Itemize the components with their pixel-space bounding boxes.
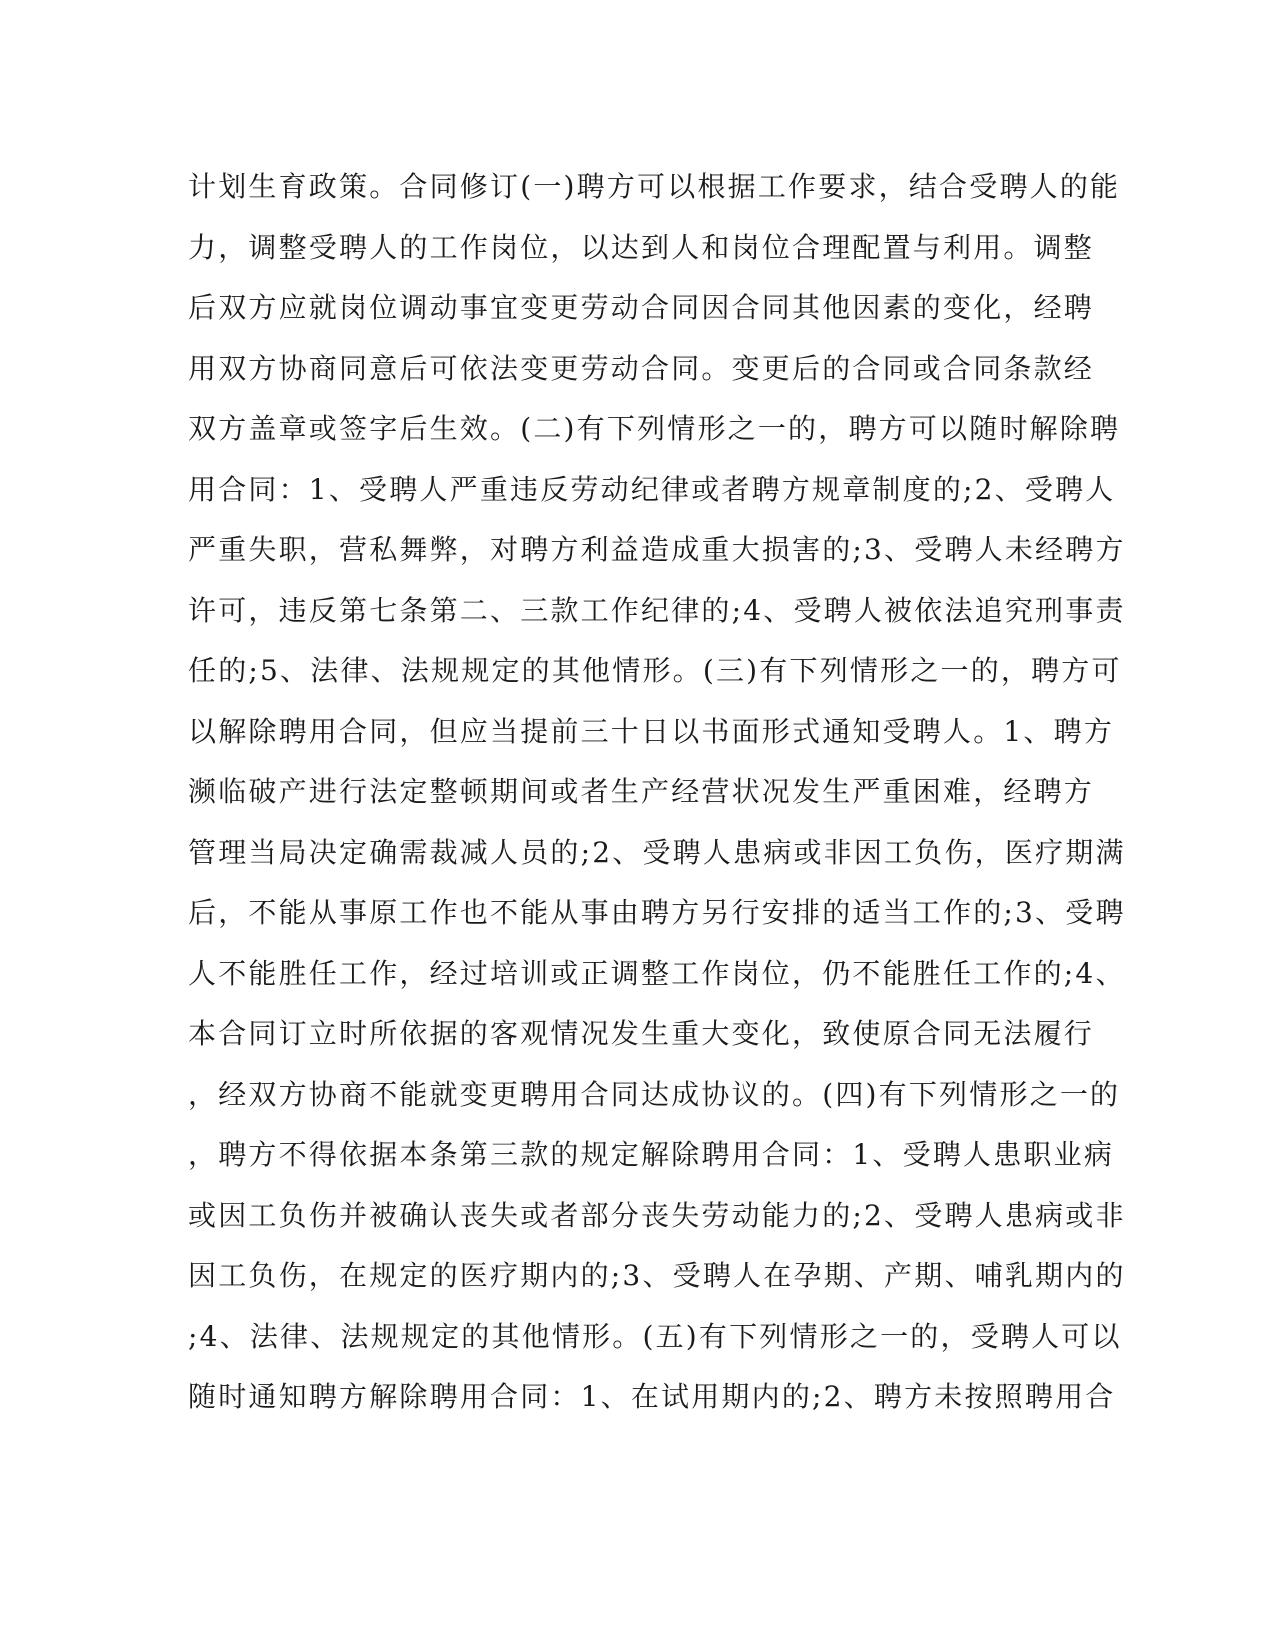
body-text — [188, 157, 1126, 1428]
text-line: 严重失职，营私舞弊，对聘方利益造成重大损害的;3、受聘人未经聘方 — [188, 533, 1126, 566]
text-line: 濒临破产进行法定整顿期间或者生产经营状况发生严重困难，经聘方 — [188, 775, 1095, 808]
text-line: 或因工负伤并被确认丧失或者部分丧失劳动能力的;2、受聘人患病或非 — [188, 1198, 1126, 1232]
text-line: ;4、法律、法规规定的其他情形。(五)有下列情形之一的，受聘人可以 — [188, 1319, 1122, 1353]
text-line: ，聘方不得依据本条第三款的规定解除聘用合同：1、受聘人患职业病 — [188, 1138, 1115, 1171]
text-line: 双方盖章或签字后生效。(二)有下列情形之一的，聘方可以随时解除聘 — [188, 412, 1121, 445]
text-line: 计划生育政策。合同修订(一)聘方可以根据工作要求，结合受聘人的能 — [188, 170, 1121, 203]
text-line: 本合同订立时所依据的客观情况发生重大变化，致使原合同无法履行 — [188, 1017, 1095, 1050]
text-line: 用合同：1、受聘人严重违反劳动纪律或者聘方规章制度的;2、受聘人 — [188, 472, 1116, 506]
text-line: 后，不能从事原工作也不能从事由聘方另行安排的适当工作的;3、受聘 — [188, 896, 1126, 929]
text-line: 任的;5、法律、法规规定的其他情形。(三)有下列情形之一的，聘方可 — [188, 654, 1122, 687]
text-line: 后双方应就岗位调动事宜变更劳动合同因合同其他因素的变化，经聘 — [188, 291, 1095, 324]
text-line: 用双方协商同意后可依法变更劳动合同。变更后的合同或合同条款经 — [188, 351, 1095, 385]
text-line: 管理当局决定确需裁减人员的;2、受聘人患病或非因工负伤，医疗期满 — [188, 835, 1126, 869]
text-line: 人不能胜任工作，经过培训或正调整工作岗位，仍不能胜任工作的;4、 — [188, 956, 1126, 990]
text-line: 因工负伤，在规定的医疗期内的;3、受聘人在孕期、产期、哺乳期内的 — [188, 1259, 1126, 1292]
text-line: ，经双方协商不能就变更聘用合同达成协议的。(四)有下列情形之一的 — [188, 1077, 1121, 1111]
text-line: 许可，违反第七条第二、三款工作纪律的;4、受聘人被依法追究刑事责 — [188, 593, 1126, 627]
text-line: 随时通知聘方解除聘用合同：1、在试用期内的;2、聘方未按照聘用合 — [188, 1380, 1116, 1413]
text-line: 以解除聘用合同，但应当提前三十日以书面形式通知受聘人。1、聘方 — [188, 714, 1115, 748]
text-line: 力，调整受聘人的工作岗位，以达到人和岗位合理配置与利用。调整 — [188, 230, 1095, 264]
